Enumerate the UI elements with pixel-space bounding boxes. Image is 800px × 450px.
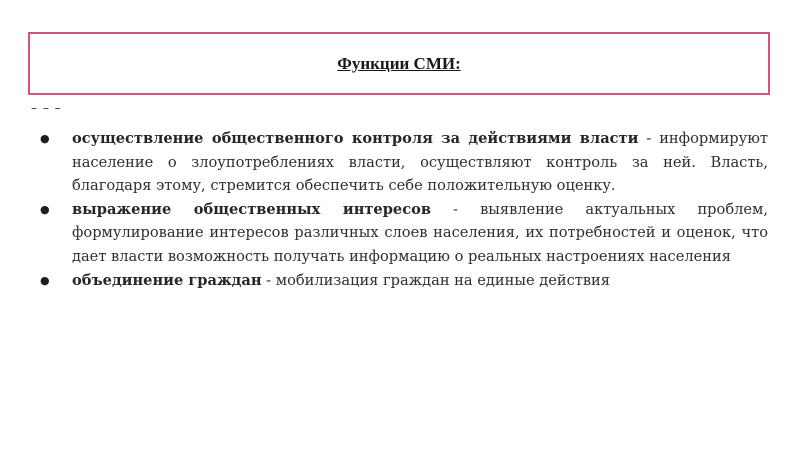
bullet-icon: ● [40,273,50,287]
slide-title: Функции СМИ: [337,53,461,73]
functions-list [40,127,768,292]
bullet-icon: ● [40,202,50,216]
list-item [40,198,768,269]
dash-marker: – – – [31,101,62,115]
list-item [40,127,768,198]
item-term: объединение граждан [72,271,262,289]
list-item [40,269,768,293]
item-term: выражение общественных интересов [72,200,431,218]
item-description: - выявление актуальных проблем, формулирование интересов различных слоев населения, их потребностей и оценок, что дает власти возможность получать информацию о реальных настроениях населения [72,200,768,265]
title-frame [28,32,770,95]
item-term: осуществление общественного контроля за действиями власти [72,130,639,147]
item-description: - мобилизация граждан на единые действия [261,271,610,289]
item-description: - информируют население о злоупотреблениях власти, осуществляют контроль за ней. Власть, благодаря этому, стремится обеспечить себе положительную оценку. [72,130,768,195]
bullet-icon: ● [40,132,50,145]
